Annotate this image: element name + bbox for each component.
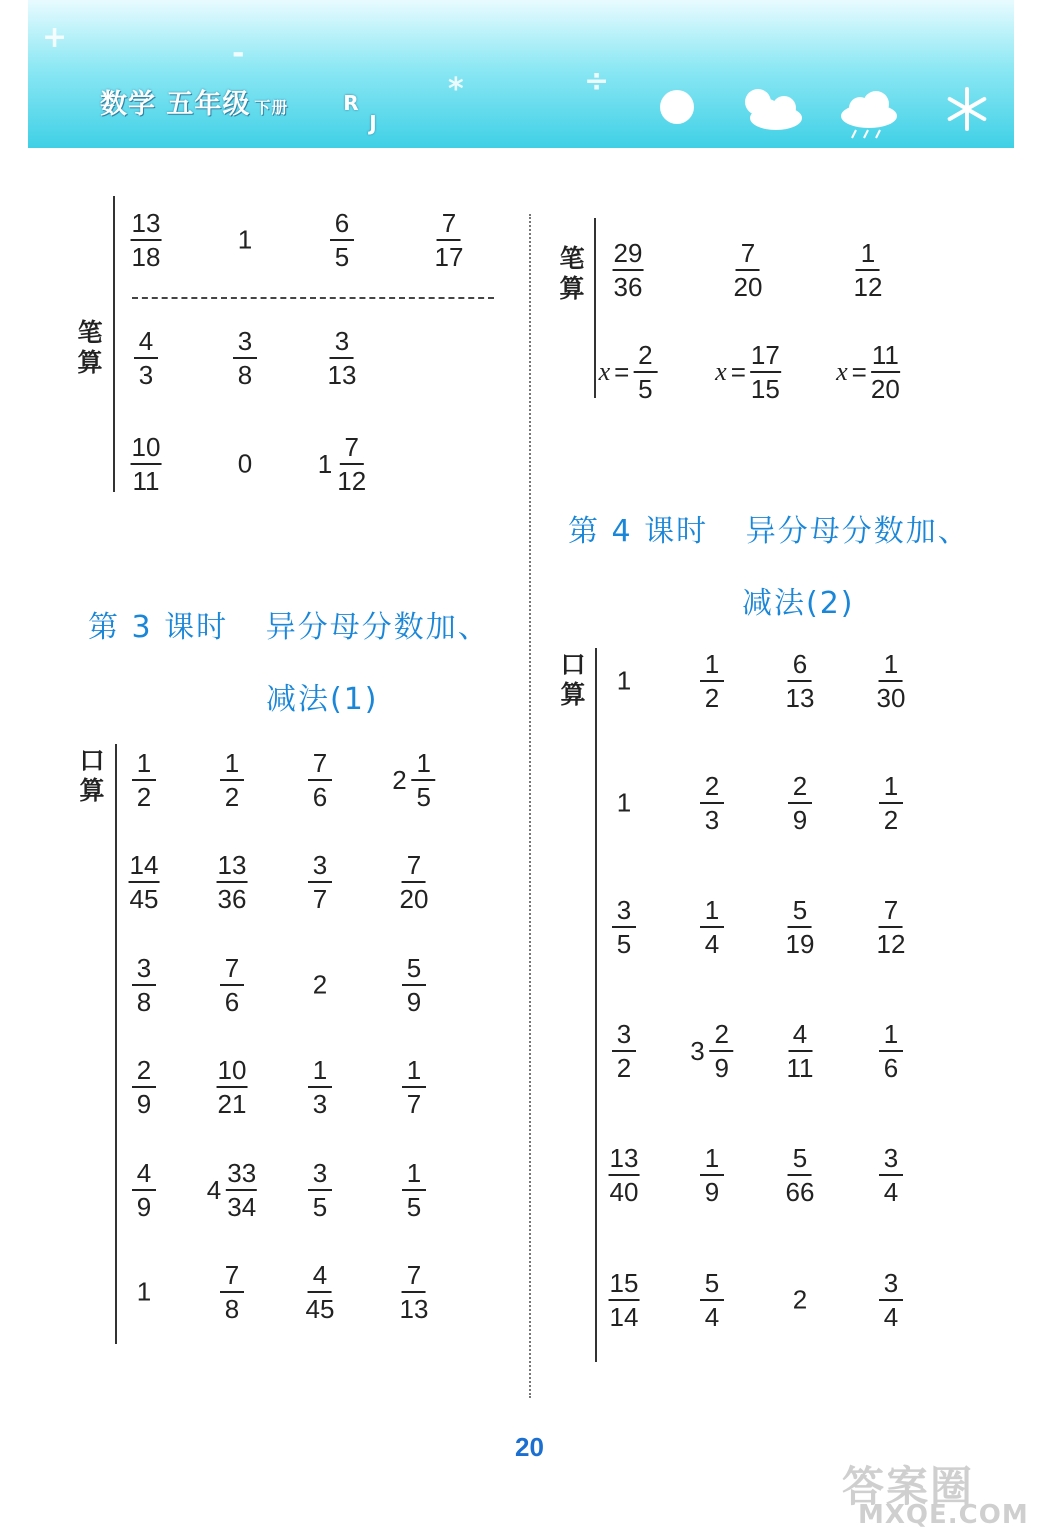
column-divider [529, 214, 531, 1398]
numerator: 5 [788, 897, 812, 928]
fraction [308, 1057, 332, 1117]
denominator: 3 [312, 1089, 328, 1119]
answer-cell [400, 1262, 429, 1322]
fraction [435, 210, 464, 270]
answer-cell [220, 1262, 244, 1322]
section-4-subtitle: 减法(2) [742, 586, 855, 621]
numerator: 1 [402, 1057, 426, 1088]
answer-cell [617, 666, 631, 697]
answer-cell [734, 240, 763, 300]
answer-cell [217, 852, 248, 912]
denominator: 12 [876, 929, 906, 959]
fraction [700, 897, 724, 957]
fraction [879, 773, 903, 833]
answer-cell [700, 773, 724, 833]
numerator: 7 [220, 1262, 244, 1293]
answer-integer: 1 [616, 787, 632, 818]
fraction [786, 897, 815, 957]
book-title-volume: 下册 [254, 98, 289, 117]
answer-cell [836, 342, 900, 402]
answer-cell [617, 788, 631, 819]
denominator: 8 [224, 1294, 240, 1324]
denominator: 2 [616, 1053, 632, 1083]
numerator: 3 [879, 1145, 903, 1176]
page-number: 20 [515, 1432, 544, 1462]
numerator: 3 [132, 955, 156, 986]
numerator: 2 [633, 342, 657, 373]
snowflake-icon [944, 86, 990, 132]
fraction [129, 852, 160, 912]
fraction [700, 1145, 724, 1205]
answer-cell [786, 651, 815, 711]
denominator: 9 [792, 805, 808, 835]
mixed-whole-part: 4 [206, 1174, 222, 1205]
denominator: 20 [399, 884, 429, 914]
denominator: 7 [406, 1089, 422, 1119]
numerator: 3 [879, 1270, 903, 1301]
denominator: 13 [327, 360, 357, 390]
fraction [612, 1021, 636, 1081]
mixed-whole-part: 1 [317, 448, 333, 479]
equals-sign: = [614, 356, 630, 387]
numerator: 2 [700, 773, 724, 804]
denominator: 9 [704, 1177, 720, 1207]
section-4-title: 异分母分数加、 [745, 514, 970, 549]
divide-decoration: ÷ [584, 64, 610, 99]
denominator: 4 [883, 1302, 899, 1332]
numerator: 3 [308, 852, 332, 883]
answer-cell [879, 1145, 903, 1205]
numerator: 4 [134, 328, 158, 359]
denominator: 4 [704, 929, 720, 959]
numerator: 3 [612, 1021, 636, 1052]
fraction [879, 1145, 903, 1205]
denominator: 14 [609, 1302, 639, 1332]
numerator: 1 [412, 750, 436, 781]
numerator: 1 [700, 651, 724, 682]
numerator: 1 [879, 651, 903, 682]
denominator: 3 [704, 805, 720, 835]
answer-cell [220, 750, 244, 810]
answer-cell [435, 210, 464, 270]
header-banner [28, 0, 1014, 148]
answer-cell [132, 1160, 156, 1220]
fraction [734, 240, 763, 300]
denominator: 2 [136, 782, 152, 812]
fraction [217, 1057, 248, 1117]
answer-cell [786, 1145, 815, 1205]
answer-cell [132, 750, 156, 810]
sun-icon [658, 88, 696, 126]
answer-cell [599, 342, 658, 402]
answer-cell [786, 897, 815, 957]
answer-cell [700, 1145, 724, 1205]
numerator: 4 [788, 1021, 812, 1052]
answer-cell [690, 1021, 733, 1081]
fraction [132, 1057, 156, 1117]
numerator: 1 [879, 773, 903, 804]
fraction [613, 240, 644, 300]
fraction [220, 955, 244, 1015]
numerator: 7 [879, 897, 903, 928]
fraction [134, 328, 158, 388]
section-4-heading [568, 506, 970, 550]
answer-cell [308, 1160, 332, 1220]
denominator: 8 [136, 987, 152, 1017]
fraction [609, 1270, 640, 1330]
answer-cell [308, 852, 332, 912]
section-4-number: 4 [611, 514, 633, 549]
fraction [871, 342, 900, 402]
denominator: 4 [704, 1302, 720, 1332]
denominator: 5 [312, 1192, 328, 1222]
answer-cell [612, 897, 636, 957]
answer-cell [207, 1160, 257, 1220]
answer-cell [879, 773, 903, 833]
denominator: 2 [224, 782, 240, 812]
answer-cell [238, 225, 252, 256]
numerator: 1 [700, 1145, 724, 1176]
numerator: 29 [613, 240, 644, 271]
answer-cell [132, 955, 156, 1015]
numerator: 13 [131, 210, 162, 241]
fraction [308, 750, 332, 810]
answer-cell [787, 1021, 814, 1081]
fraction [308, 1160, 332, 1220]
answer-cell [700, 897, 724, 957]
variable-x: x [715, 357, 727, 386]
mixed-whole-part: 3 [690, 1035, 705, 1066]
answer-integer: 0 [237, 448, 253, 479]
answer-cell [877, 651, 906, 711]
answer-cell [131, 434, 162, 494]
denominator: 9 [136, 1192, 152, 1222]
numerator: 3 [612, 897, 636, 928]
answer-cell [134, 328, 158, 388]
numerator: 7 [340, 434, 364, 465]
fraction [400, 852, 429, 912]
denominator: 21 [217, 1089, 247, 1119]
numerator: 13 [609, 1145, 640, 1176]
denominator: 9 [406, 987, 422, 1017]
denominator: 11 [132, 466, 160, 496]
answer-cell [609, 1270, 640, 1330]
denominator: 20 [733, 272, 763, 302]
numerator: 3 [330, 328, 354, 359]
numerator: 5 [788, 1145, 812, 1176]
answer-cell [137, 1277, 151, 1308]
denominator: 18 [131, 242, 161, 272]
section-4-unit: 课时 [644, 514, 709, 549]
fraction [700, 651, 724, 711]
fraction [233, 328, 257, 388]
answer-cell [700, 651, 724, 711]
section-3-heading [88, 602, 490, 646]
fraction [132, 1160, 156, 1220]
numerator: 3 [233, 328, 257, 359]
numerator: 7 [736, 240, 760, 271]
section-4-prefix: 第 [568, 514, 600, 549]
denominator: 30 [876, 683, 906, 713]
plus-decoration: + [42, 20, 68, 55]
answer-cell [854, 240, 883, 300]
denominator: 3 [138, 360, 154, 390]
label-kousuan-right: 口算 [560, 650, 586, 709]
denominator: 2 [883, 805, 899, 835]
numerator: 2 [132, 1057, 156, 1088]
partly-cloudy-icon [738, 86, 804, 132]
denominator: 5 [616, 929, 632, 959]
numerator: 11 [871, 342, 900, 373]
label-bisuan-right: 笔算 [559, 244, 585, 303]
numerator: 6 [330, 210, 354, 241]
numerator: 2 [788, 773, 812, 804]
numerator: 7 [437, 210, 461, 241]
fraction [877, 651, 906, 711]
answer-cell [715, 342, 781, 402]
answer-integer: 2 [792, 1284, 808, 1315]
book-title-main: 数学 五年级 [100, 89, 251, 120]
fraction [220, 1262, 244, 1322]
answer-integer: 1 [237, 224, 253, 255]
answer-cell [392, 750, 435, 810]
badge-r: R [343, 91, 359, 115]
fraction [700, 1270, 724, 1330]
watermark-logo: 答案圈 [842, 1462, 975, 1511]
variable-x: x [598, 357, 611, 386]
fraction [226, 1160, 257, 1220]
denominator: 15 [750, 374, 780, 404]
answer-cell [220, 955, 244, 1015]
answer-cell [612, 1021, 636, 1081]
numerator: 1 [308, 1057, 332, 1088]
minus-decoration: - [232, 36, 245, 71]
fraction [786, 1145, 815, 1205]
answer-cell [402, 1160, 426, 1220]
denominator: 6 [883, 1053, 899, 1083]
denominator: 45 [305, 1294, 335, 1324]
numerator: 6 [788, 651, 812, 682]
numerator: 5 [700, 1270, 724, 1301]
numerator: 7 [402, 1262, 426, 1293]
denominator: 11 [786, 1053, 814, 1083]
fraction [750, 342, 781, 402]
fraction [337, 434, 366, 494]
denominator: 5 [334, 242, 350, 272]
section-3-prefix: 第 [88, 610, 120, 645]
numerator: 4 [308, 1262, 332, 1293]
denominator: 17 [434, 242, 464, 272]
answer-cell [793, 1285, 807, 1316]
numerator: 7 [220, 955, 244, 986]
equals-sign: = [730, 356, 746, 387]
fraction [308, 852, 332, 912]
numerator: 10 [131, 434, 162, 465]
answer-cell [308, 750, 332, 810]
fraction [328, 328, 357, 388]
denominator: 5 [638, 374, 653, 404]
answer-cell [330, 210, 354, 270]
left-top-bracket-line [113, 196, 115, 492]
fraction [306, 1262, 335, 1322]
answer-integer: 1 [616, 665, 632, 696]
book-title [100, 82, 288, 121]
denominator: 7 [312, 884, 328, 914]
denominator: 13 [785, 683, 815, 713]
answer-cell [313, 970, 327, 1001]
denominator: 6 [224, 987, 240, 1017]
right-top-bracket-line [594, 218, 596, 398]
answer-cell [402, 955, 426, 1015]
answer-cell [238, 449, 252, 480]
answer-cell [609, 1145, 640, 1205]
fraction [612, 897, 636, 957]
fraction [879, 1021, 903, 1081]
denominator: 6 [312, 782, 328, 812]
denominator: 34 [227, 1192, 257, 1222]
fraction [131, 210, 162, 270]
answer-cell [400, 852, 429, 912]
answer-cell [788, 773, 812, 833]
variable-x: x [836, 357, 848, 386]
fraction [402, 955, 426, 1015]
label-kousuan-left: 口算 [79, 746, 105, 805]
answer-cell [879, 1270, 903, 1330]
numerator: 1 [700, 897, 724, 928]
fraction [786, 651, 815, 711]
section-3-unit: 课时 [164, 610, 229, 645]
section-3-number: 3 [131, 610, 153, 645]
answer-cell [308, 1057, 332, 1117]
fraction [132, 955, 156, 1015]
fraction [330, 210, 354, 270]
answer-cell [233, 328, 257, 388]
numerator: 33 [226, 1160, 257, 1191]
numerator: 15 [609, 1270, 640, 1301]
fraction [217, 852, 248, 912]
answer-cell [132, 1057, 156, 1117]
numerator: 4 [132, 1160, 156, 1191]
badge-j: J [369, 111, 377, 135]
numerator: 7 [308, 750, 332, 781]
answer-cell [129, 852, 160, 912]
denominator: 36 [217, 884, 247, 914]
answer-cell [328, 328, 357, 388]
numerator: 1 [856, 240, 880, 271]
denominator: 9 [714, 1053, 729, 1083]
right-bottom-bracket-line [595, 648, 597, 1362]
denominator: 8 [237, 360, 253, 390]
numerator: 13 [217, 852, 248, 883]
answer-cell [402, 1057, 426, 1117]
rain-cloud-icon [836, 90, 902, 140]
denominator: 19 [785, 929, 815, 959]
numerator: 17 [750, 342, 781, 373]
answer-cell [217, 1057, 248, 1117]
denominator: 5 [416, 782, 431, 812]
answer-integer: 2 [312, 969, 328, 1000]
denominator: 5 [406, 1192, 422, 1222]
answer-cell [877, 897, 906, 957]
fraction [787, 1021, 814, 1081]
denominator: 36 [613, 272, 643, 302]
left-top-dashed-separator [132, 297, 494, 299]
numerator: 14 [129, 852, 160, 883]
fraction [220, 750, 244, 810]
denominator: 66 [785, 1177, 815, 1207]
numerator: 10 [217, 1057, 248, 1088]
denominator: 20 [870, 374, 900, 404]
answer-cell [700, 1270, 724, 1330]
answer-cell [879, 1021, 903, 1081]
section-3-title: 异分母分数加、 [265, 610, 490, 645]
denominator: 12 [337, 466, 367, 496]
numerator: 5 [402, 955, 426, 986]
fraction [131, 434, 162, 494]
numerator: 1 [220, 750, 244, 781]
fraction [633, 342, 657, 402]
answer-cell [131, 210, 162, 270]
fraction [788, 773, 812, 833]
fraction [400, 1262, 429, 1322]
answer-integer: 1 [136, 1276, 152, 1307]
fraction [710, 1021, 734, 1081]
fraction [854, 240, 883, 300]
fraction [412, 750, 436, 810]
numerator: 2 [710, 1021, 734, 1052]
fraction [700, 773, 724, 833]
fraction [609, 1145, 640, 1205]
denominator: 40 [609, 1177, 639, 1207]
denominator: 12 [853, 272, 883, 302]
section-3-subtitle: 减法(1) [266, 682, 379, 717]
equals-sign: = [851, 356, 867, 387]
fraction [402, 1160, 426, 1220]
fraction [132, 750, 156, 810]
label-bisuan-left: 笔算 [77, 318, 103, 377]
fraction [877, 897, 906, 957]
mixed-whole-part: 2 [392, 764, 407, 795]
denominator: 4 [883, 1177, 899, 1207]
numerator: 7 [402, 852, 426, 883]
answer-cell [306, 1262, 335, 1322]
left-bottom-bracket-line [115, 744, 117, 1344]
times-decoration: * [448, 72, 464, 107]
denominator: 9 [136, 1089, 152, 1119]
numerator: 1 [132, 750, 156, 781]
answer-cell [318, 434, 366, 494]
fraction [879, 1270, 903, 1330]
watermark-url: MXQE.COM [858, 1500, 1029, 1530]
numerator: 1 [402, 1160, 426, 1191]
numerator: 3 [308, 1160, 332, 1191]
answer-cell [613, 240, 644, 300]
denominator: 45 [129, 884, 159, 914]
denominator: 2 [704, 683, 720, 713]
numerator: 1 [879, 1021, 903, 1052]
fraction [402, 1057, 426, 1117]
denominator: 13 [399, 1294, 429, 1324]
